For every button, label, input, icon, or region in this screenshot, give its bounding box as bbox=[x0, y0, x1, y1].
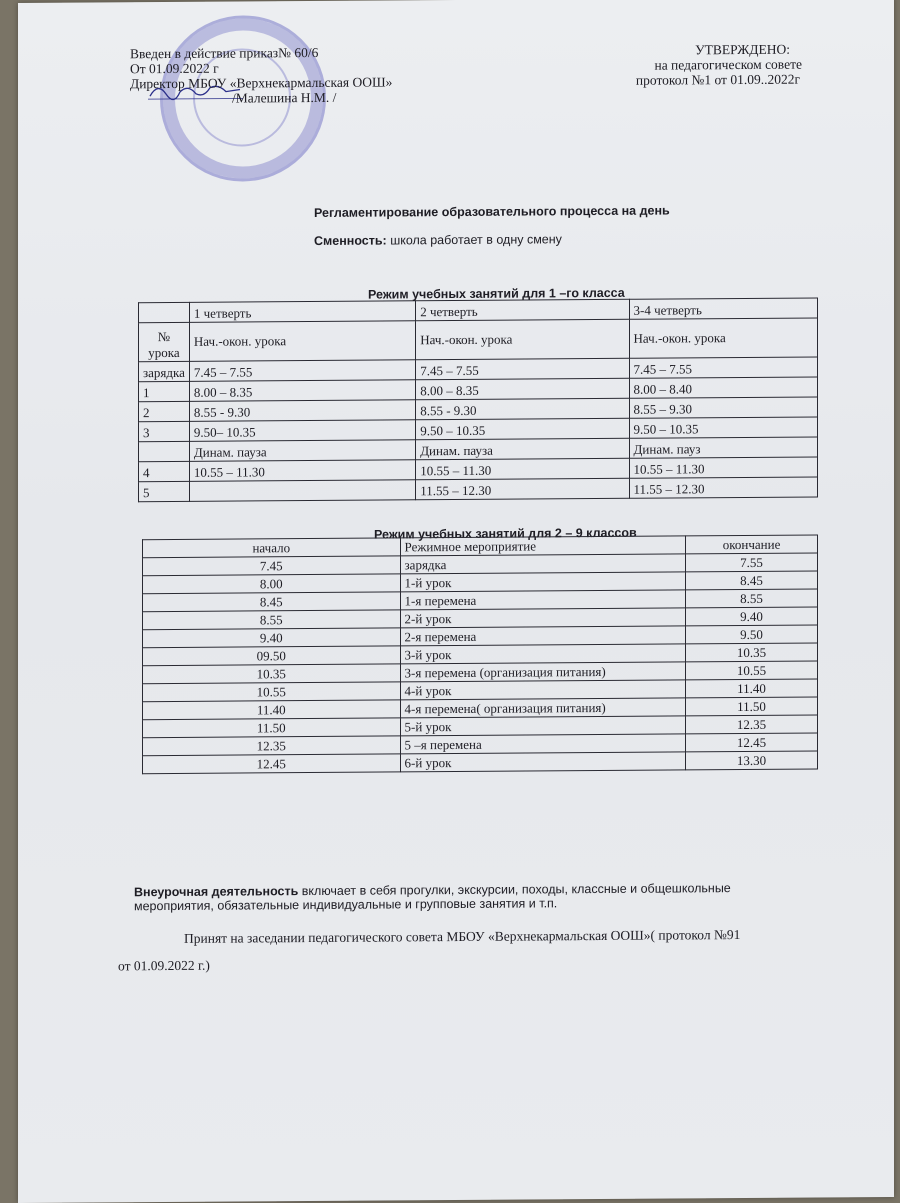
start-time-cell: 12.45 bbox=[143, 754, 401, 774]
start-time-cell: 10.55 bbox=[143, 682, 401, 702]
extracurricular-text: включает в себя прогулки, экскурсии, походы, классные и общешкольные bbox=[298, 881, 731, 899]
end-time-cell: 12.45 bbox=[686, 733, 818, 752]
activity-cell: зарядка bbox=[400, 554, 686, 574]
time-cell: 8.55 - 9.30 bbox=[416, 398, 629, 419]
lesson-number-cell: 3 bbox=[139, 421, 190, 441]
table1-caption: Режим учебных занятий для 1 –го класса bbox=[368, 285, 625, 302]
end-time-cell: 9.40 bbox=[686, 607, 818, 626]
shift-label: Сменность: bbox=[314, 233, 387, 248]
lesson-number-cell: 1 bbox=[139, 381, 190, 401]
approved-council: на педагогическом совете bbox=[654, 56, 802, 73]
activity-cell: 3-я перемена (организация питания) bbox=[400, 662, 686, 682]
end-time-cell: 12.35 bbox=[686, 715, 818, 734]
lesson-number-cell: 4 bbox=[139, 461, 190, 481]
start-time-cell: 10.35 bbox=[143, 664, 401, 684]
lesson-number-cell: 5 bbox=[139, 481, 190, 501]
activity-cell: 1-я перемена bbox=[400, 590, 686, 610]
time-cell: 7.45 – 7.55 bbox=[416, 358, 629, 379]
start-time-cell: 9.40 bbox=[143, 628, 401, 648]
end-time-cell: 10.35 bbox=[686, 643, 818, 662]
activity-cell: 2-й урок bbox=[400, 608, 686, 628]
table-row bbox=[139, 318, 818, 362]
approved-protocol: протокол №1 от 01.09..2022г bbox=[635, 71, 800, 88]
time-cell: 8.55 – 9.30 bbox=[629, 397, 817, 418]
start-time-cell: 11.50 bbox=[143, 718, 401, 738]
order-date: От 01.09.2022 г bbox=[130, 60, 219, 77]
time-cell: 11.55 – 12.30 bbox=[629, 477, 817, 498]
director-name: /Малешина Н.М. / bbox=[232, 89, 337, 106]
column-header: окончание bbox=[686, 535, 818, 554]
end-time-cell: 9.50 bbox=[686, 625, 818, 644]
time-cell: 11.55 – 12.30 bbox=[416, 478, 629, 499]
column-header: Нач.-окон. урока bbox=[629, 318, 817, 358]
quarter-header: 3-4 четверть bbox=[629, 298, 817, 319]
table-row bbox=[143, 751, 818, 774]
time-cell bbox=[189, 480, 415, 502]
activity-cell: 2-я перемена bbox=[400, 626, 686, 646]
time-cell: 10.55 – 11.30 bbox=[416, 458, 629, 479]
end-time-cell: 8.45 bbox=[686, 571, 818, 590]
lesson-number-header: № урока bbox=[139, 322, 190, 361]
document-sheet bbox=[18, 0, 894, 1203]
time-cell: 7.45 – 7.55 bbox=[629, 357, 817, 378]
approved-label: УТВЕРЖДЕНО: bbox=[695, 41, 790, 58]
shift-text: школа работает в одну смену bbox=[386, 232, 562, 248]
time-cell: Динам. пауз bbox=[629, 437, 817, 458]
extracurricular-label: Внеурочная деятельность bbox=[134, 884, 299, 900]
table-cell bbox=[139, 302, 190, 322]
end-time-cell: 10.55 bbox=[686, 661, 818, 680]
accepted-line2: от 01.09.2022 г.) bbox=[118, 957, 210, 974]
quarter-header: 1 четверть bbox=[189, 301, 415, 323]
time-cell: 7.45 – 7.55 bbox=[189, 360, 415, 382]
time-cell: 8.00 – 8.35 bbox=[189, 380, 415, 402]
lesson-number-cell bbox=[139, 441, 190, 461]
column-header: Нач.-окон. урока bbox=[189, 321, 415, 362]
activity-cell: 4-й урок bbox=[400, 680, 686, 700]
start-time-cell: 11.40 bbox=[143, 700, 401, 720]
column-header: начало bbox=[143, 538, 401, 558]
start-time-cell: 8.00 bbox=[143, 574, 401, 594]
time-cell: 10.55 – 11.30 bbox=[189, 460, 415, 482]
order-line: Введен в действие приказ№ 60/6 bbox=[130, 44, 319, 62]
column-header: Нач.-окон. урока bbox=[416, 319, 629, 359]
column-header: Режимное мероприятие bbox=[400, 536, 686, 556]
time-cell: 8.00 – 8.35 bbox=[416, 378, 629, 399]
activity-cell: 4-я перемена( организация питания) bbox=[400, 698, 686, 718]
grade1-schedule-table bbox=[138, 297, 818, 502]
table-row bbox=[139, 477, 818, 502]
start-time-cell: 12.35 bbox=[143, 736, 401, 756]
accepted-line1: Принят на заседании педагогического совета МБОУ «Верхнекармальская ООШ»( протокол №91 bbox=[184, 927, 741, 946]
time-cell: 9.50 – 10.35 bbox=[629, 417, 817, 438]
time-cell: Динам. пауза bbox=[189, 440, 415, 462]
table2-caption: Режим учебных занятий для 2 – 9 классов bbox=[374, 525, 637, 542]
grades2-9-schedule-table bbox=[142, 534, 818, 774]
start-time-cell: 8.45 bbox=[143, 592, 401, 612]
activity-cell: 5 –я перемена bbox=[400, 734, 686, 754]
lesson-number-cell: зарядка bbox=[139, 361, 190, 381]
start-time-cell: 09.50 bbox=[143, 646, 401, 666]
time-cell: 8.55 - 9.30 bbox=[189, 400, 415, 422]
time-cell: 9.50– 10.35 bbox=[189, 420, 415, 442]
activity-cell: 5-й урок bbox=[400, 716, 686, 736]
time-cell: 10.55 – 11.30 bbox=[629, 457, 817, 478]
start-time-cell: 8.55 bbox=[143, 610, 401, 630]
start-time-cell: 7.45 bbox=[143, 556, 401, 576]
time-cell: Динам. пауза bbox=[416, 438, 629, 459]
activity-cell: 3-й урок bbox=[400, 644, 686, 664]
end-time-cell: 11.50 bbox=[686, 697, 818, 716]
extracurricular-line2: мероприятия, обязательные индивидуальные и групповые занятия и т.п. bbox=[134, 896, 558, 914]
time-cell: 8.00 – 8.40 bbox=[629, 377, 817, 398]
time-cell: 9.50 – 10.35 bbox=[416, 418, 629, 439]
quarter-header: 2 четверть bbox=[416, 299, 629, 320]
activity-cell: 1-й урок bbox=[400, 572, 686, 592]
activity-cell: 6-й урок bbox=[400, 752, 686, 772]
director-title: Директор МБОУ «Верхнекармальская ООШ» bbox=[130, 74, 393, 92]
end-time-cell: 7.55 bbox=[686, 553, 818, 572]
shift-line bbox=[314, 231, 562, 249]
end-time-cell: 8.55 bbox=[686, 589, 818, 608]
lesson-number-cell: 2 bbox=[139, 401, 190, 421]
end-time-cell: 11.40 bbox=[686, 679, 818, 698]
page-title: Регламентирование образовательного процесса на день bbox=[314, 203, 670, 220]
end-time-cell: 13.30 bbox=[686, 751, 818, 770]
